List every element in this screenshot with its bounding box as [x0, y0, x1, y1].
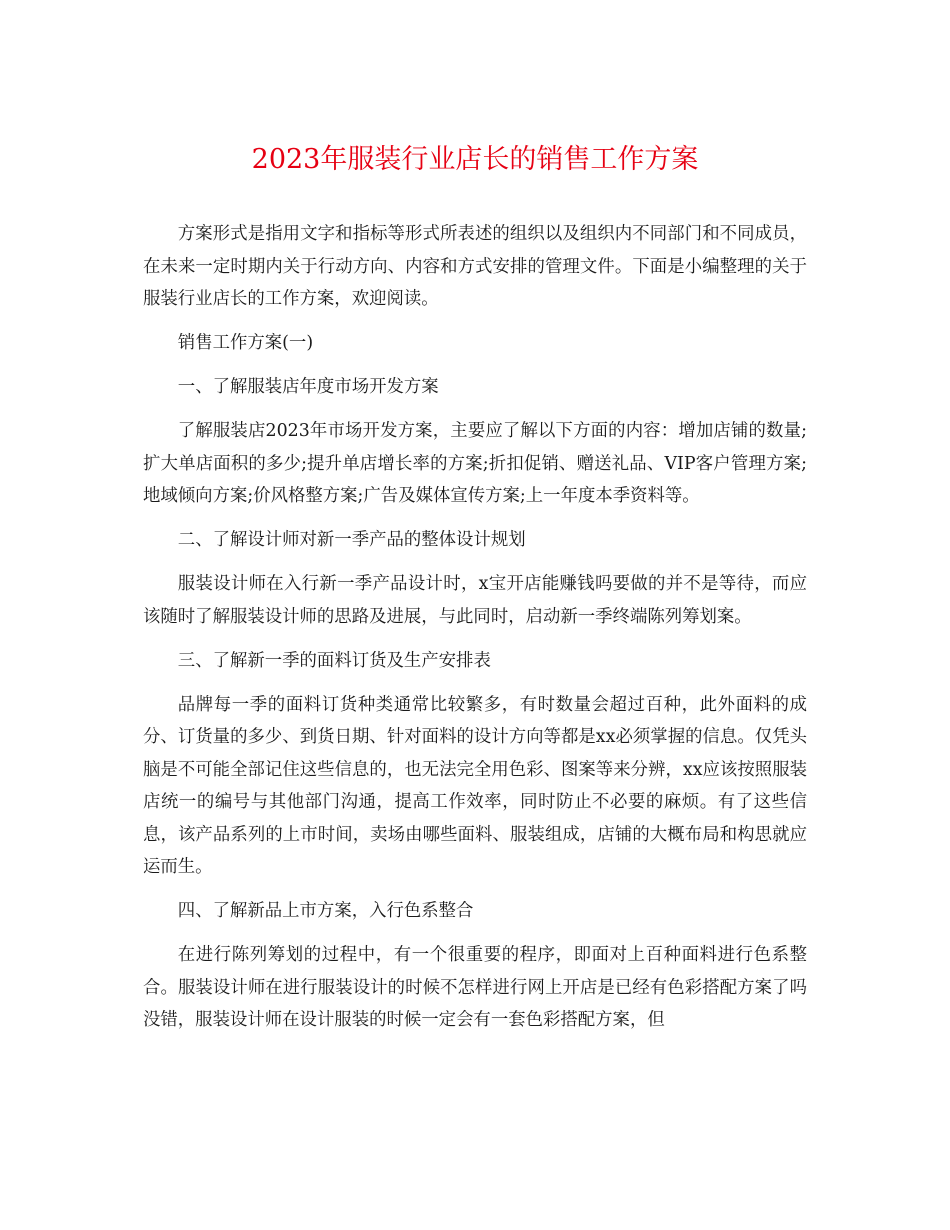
section-heading-1: 一、了解服装店年度市场开发方案: [177, 377, 439, 397]
body-paragraph-2: 服装设计师在入行新一季产品设计时，x宝开店能赚钱吗要做的并不是等待，而应该随时了解服装设计师的思路及进展，与此同时，启动新一季终端陈列筹划案。: [143, 574, 807, 627]
section-heading-2: 二、了解设计师对新一季产品的整体设计规划: [177, 530, 526, 550]
section-heading-plan-1: 销售工作方案(一): [177, 333, 314, 353]
document-title: 2023年服装行业店长的销售工作方案: [251, 144, 699, 175]
section-heading-3: 三、了解新一季的面料订货及生产安排表: [177, 650, 491, 671]
document-body: [143, 218, 807, 1048]
body-paragraph-1: 了解服装店2023年市场开发方案，主要应了解以下方面的内容：增加店铺的数量;扩大单店面积的多少;提升单店增长率的方案;折扣促销、赠送礼品、VIP客户管理方案;地域倾向方案;价风格整方案;广告及媒体宣传方案;上一年度本季资料等。: [143, 421, 807, 506]
body-paragraph-4: 在进行陈列筹划的过程中，有一个很重要的程序，即面对上百种面料进行色系整合。服装设计师在进行服装设计的时候不怎样进行网上开店是已经有色彩搭配方案了吗没错，服装设计师在设计服装的时候一定会有一套色彩搭配方案，但: [143, 945, 807, 1030]
intro-paragraph: 方案形式是指用文字和指标等形式所表述的组织以及组织内不同部门和不同成员，在未来一定时期内关于行动方向、内容和方式安排的管理文件。下面是小编整理的关于服装行业店长的工作方案，欢迎阅读。: [143, 224, 807, 309]
section-heading-4: 四、了解新品上市方案，入行色系整合: [177, 901, 474, 921]
body-paragraph-3: 品牌每一季的面料订货种类通常比较繁多，有时数量会超过百种，此外面料的成分、订货量的多少、到货日期、针对面料的设计方向等都是xx必须掌握的信息。仅凭头脑是不可能全部记住这些信息的，也无法完全用色彩、图案等来分辨，xx应该按照服装店统一的编号与其他部门沟通，提高工作效率，同时防止不必要的麻烦。有了这些信息，该产品系列的上市时间，卖场由哪些面料、服装组成，店铺的大概布局和构思就应运而生。: [143, 694, 807, 877]
